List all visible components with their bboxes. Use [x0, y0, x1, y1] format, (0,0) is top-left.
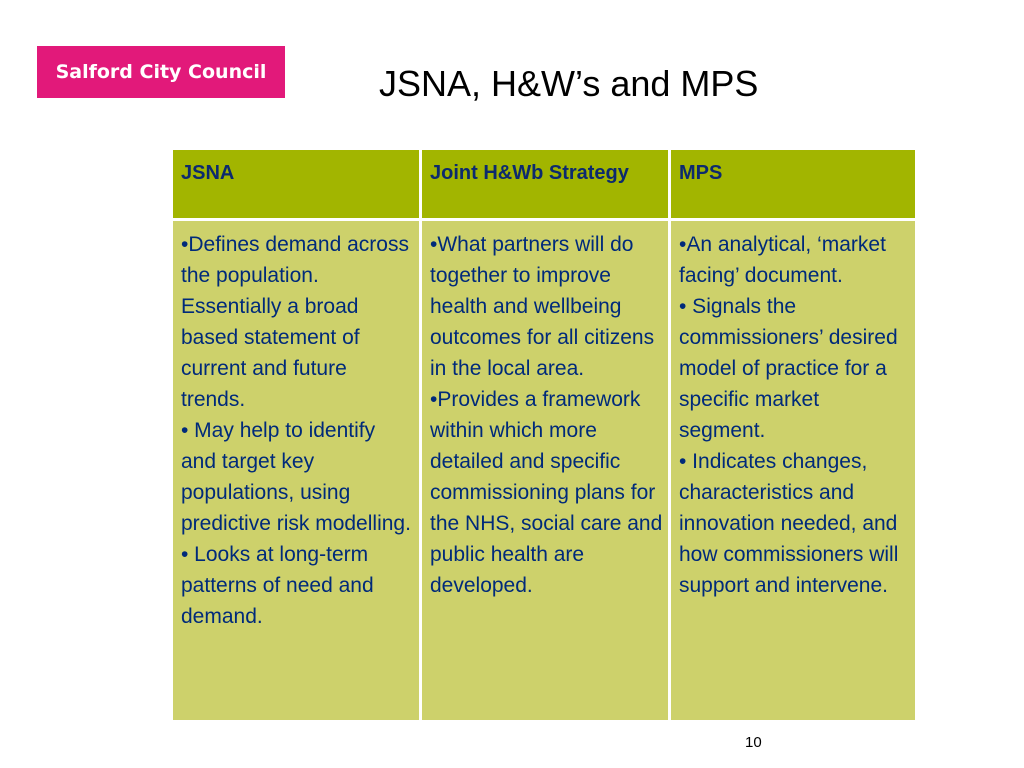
strategy-point-2: •Provides a framework within which more detailed and specific commissioning plans for the NHS, social care and public health are developed.	[430, 388, 663, 597]
cell-mps	[671, 221, 915, 720]
cell-jsna	[173, 221, 419, 720]
jsna-point-1: •Defines demand across the population. Essentially a broad based statement of current and future trends.	[181, 233, 409, 411]
comparison-table	[173, 150, 915, 723]
header-mps: MPS	[671, 150, 915, 218]
cell-joint-hwb-strategy	[422, 221, 668, 720]
header-joint-hwb-strategy: Joint H&Wb Strategy	[422, 150, 668, 218]
mps-point-1: •An analytical, ‘market facing’ document.	[679, 233, 886, 287]
salford-city-council-logo: Salford City Council	[37, 46, 285, 98]
slide-title: JSNA, H&W’s and MPS	[379, 63, 759, 104]
mps-point-2: • Signals the commissioners’ desired model of practice for a specific market segment.	[679, 295, 898, 442]
jsna-point-3: • Looks at long-term patterns of need and demand.	[181, 543, 374, 628]
page-number: 10	[745, 734, 762, 751]
header-jsna: JSNA	[173, 150, 419, 218]
mps-point-3: • Indicates changes, characteristics and innovation needed, and how commissioners will support and intervene.	[679, 450, 899, 597]
strategy-point-1: •What partners will do together to improve health and wellbeing outcomes for all citizens in the local area.	[430, 233, 655, 380]
jsna-point-2: • May help to identify and target key populations, using predictive risk modelling.	[181, 419, 411, 535]
